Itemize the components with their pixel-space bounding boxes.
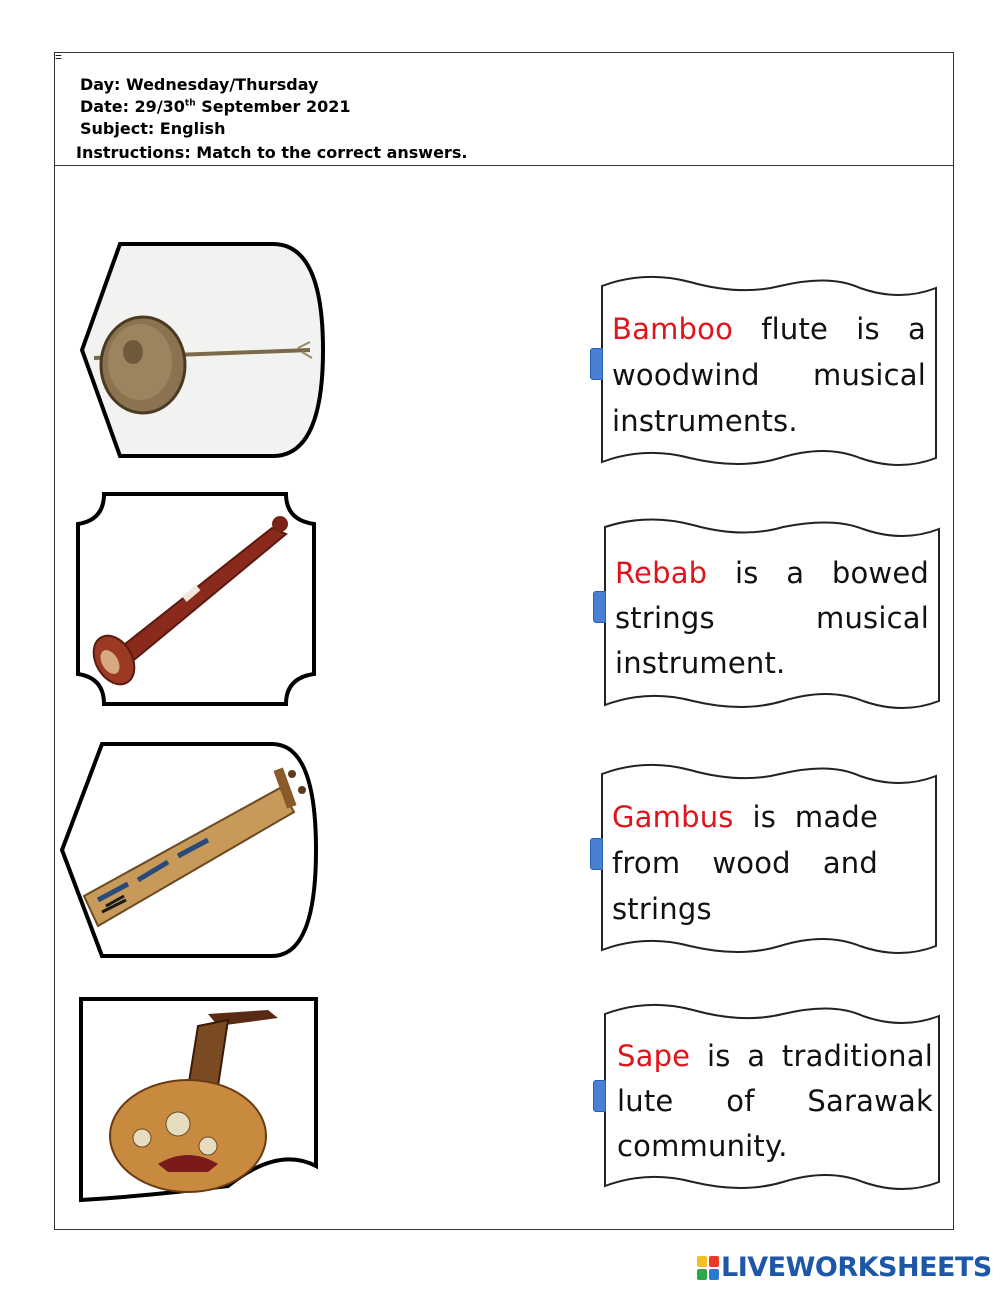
card-connector-tab[interactable] (590, 348, 603, 380)
instructions-line: Instructions: Match to the correct answers. (76, 143, 468, 162)
sape-image[interactable] (58, 740, 320, 962)
date-line: Date: 29/30th September 2021 (80, 97, 351, 116)
card-keyword: Sape (617, 1039, 691, 1073)
bamboo-flute-image[interactable] (74, 490, 318, 708)
liveworksheets-logo-icon (697, 1256, 719, 1280)
card-text: Rebab is a bowed strings musical instrument. (615, 556, 929, 680)
card-keyword: Rebab (615, 556, 708, 590)
header-divider (54, 165, 954, 166)
answer-card-gambus[interactable] (600, 760, 940, 960)
card-text: Sape is a traditional lute of Sarawak community. (617, 1039, 933, 1163)
answer-card-sape[interactable] (603, 1000, 943, 1196)
card-keyword: Bamboo (612, 312, 734, 346)
answer-card-bamboo[interactable] (600, 272, 940, 472)
card-connector-tab[interactable] (590, 838, 603, 870)
brand-name: LIVEWORKSHEETS (721, 1252, 992, 1283)
card-connector-tab[interactable] (593, 1080, 606, 1112)
rebab-image[interactable] (78, 240, 328, 462)
card-connector-tab[interactable] (593, 591, 606, 623)
subject-line: Subject: English (80, 119, 226, 138)
liveworksheets-branding (697, 1252, 992, 1284)
card-text: Bamboo flute is a woodwind musical instruments. (612, 312, 926, 438)
card-keyword: Gambus (612, 800, 734, 834)
card-text: Gambus is made from wood and strings (612, 800, 878, 926)
day-line: Day: Wednesday/Thursday (80, 75, 319, 94)
corner-mark: = (55, 50, 63, 64)
gambus-image[interactable] (78, 996, 320, 1206)
answer-card-rebab[interactable] (603, 515, 943, 715)
